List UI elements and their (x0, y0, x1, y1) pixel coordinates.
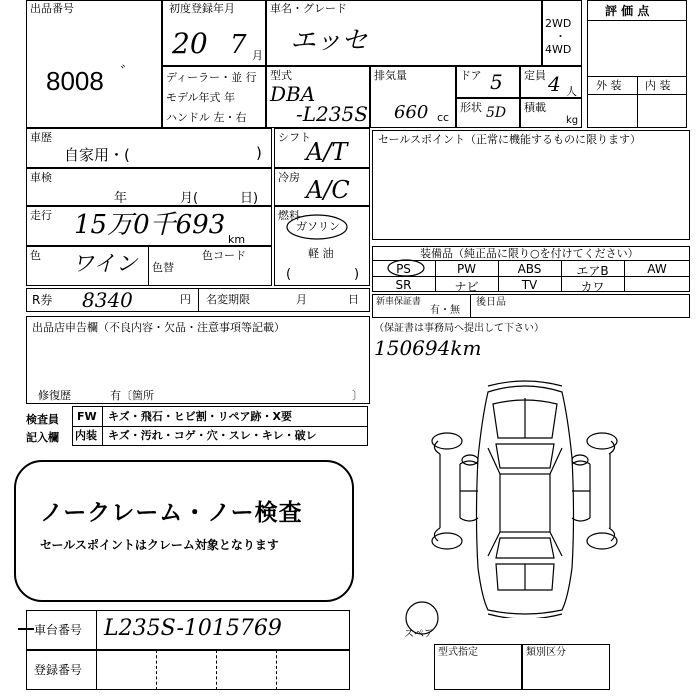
shape-value: 5D (486, 105, 507, 121)
equip-tv: TV (521, 278, 538, 292)
warranty-label: 新車保証書 (376, 297, 422, 307)
first-reg-month: 7 (230, 30, 247, 60)
type-value-2: -L235S (296, 102, 368, 126)
type-designation-label: 型式指定 (438, 647, 478, 658)
warranty-handwritten: 150694km (374, 336, 482, 360)
model-year-label: モデル年式 年 (166, 91, 235, 104)
inspector-in-items: キズ・汚れ・コゲ・穴・スレ・キレ・破レ (108, 429, 317, 442)
history-label: 車歴 (30, 131, 52, 144)
equipment-label: 装備品（純正品に限り○を付けてください） (420, 247, 639, 260)
inspector-label-2: 記入欄 (26, 431, 59, 444)
type-label: 型式 (270, 69, 292, 82)
no-claim-title: ノークレーム・ノー検査 (40, 500, 303, 526)
declaration-label: 出品店申告欄（不良内容・欠品・注意事項等記載） (32, 321, 285, 334)
chassis-value: L235S-1015769 (104, 616, 282, 641)
recycle-yen: 円 (180, 293, 191, 306)
fuel-light-oil: 軽 油 (308, 247, 334, 260)
equip-sr: SR (395, 278, 412, 292)
door-label: ドア (460, 69, 482, 82)
warranty-options: 有・無 (430, 305, 460, 316)
sales-points-label: セールスポイント（正常に機能するものに限ります） (378, 133, 642, 146)
mileage-label: 走行 (30, 209, 52, 222)
drive-2wd: 2WD (545, 17, 572, 30)
equip-abs: ABS (517, 262, 542, 276)
first-reg-year: 20 (172, 27, 208, 60)
drive-4wd: 4WD (545, 43, 572, 56)
interior-label: 内 装 (645, 79, 671, 92)
first-reg-month-unit: 月 (252, 49, 263, 62)
inspector-fw: FW (77, 410, 97, 423)
equip-pw: PW (456, 262, 477, 276)
repair-bracket-close: 〕 (352, 389, 363, 402)
no-claim-subtitle: セールスポイントはクレーム対象となります (40, 538, 279, 552)
inspection-year: 年 (114, 191, 128, 206)
recycle-label: R券 (32, 293, 53, 307)
repair-value: 有〔箇所 (110, 389, 154, 402)
aircon-label: 冷房 (278, 171, 300, 184)
registration-label: 登録番号 (34, 663, 83, 677)
fuel-gasoline: ガソリン (296, 220, 340, 233)
spare-label: スペア (404, 629, 434, 640)
type-value-1: DBA (270, 82, 316, 106)
door-value: 5 (490, 70, 503, 94)
first-reg-label: 初度登録年月 (169, 2, 235, 15)
lot-mark: ゛ (120, 63, 137, 82)
fuel-paren-close: ) (354, 267, 360, 282)
inspection-label: 車検 (30, 171, 52, 184)
load-unit: kg (566, 115, 579, 126)
warranty-note: （保証書は事務局へ提出して下さい） (374, 323, 544, 334)
mileage-unit: km (228, 233, 246, 246)
history-close: ) (256, 144, 262, 162)
drive-dot: ・ (555, 30, 566, 43)
fuel-label: 燃料 (278, 209, 300, 222)
equip-ps: PS (396, 262, 411, 276)
capacity-value: 4 (548, 72, 561, 96)
displacement-value: 660 (394, 102, 429, 123)
repaint-label: 色替 (152, 261, 174, 274)
displacement-label: 排気量 (374, 69, 407, 82)
inspector-fw-items: キズ・飛石・ヒビ割・リペア跡・X要 (108, 410, 293, 423)
equip-airbag: エアB (576, 264, 609, 278)
category-label: 類別区分 (526, 647, 566, 658)
lot-number: 8008 (46, 66, 104, 96)
fuel-paren-open: ( (286, 267, 292, 282)
capacity-unit: 人 (566, 85, 577, 98)
aircon-value: A/C (306, 176, 350, 204)
lot-label: 出品番号 (30, 2, 74, 15)
load-label: 積載 (524, 101, 546, 114)
inspection-box (26, 168, 272, 206)
color-label: 色 (30, 249, 41, 262)
car-damage-diagram-icon (400, 378, 640, 618)
equip-aw: AW (647, 262, 667, 276)
name-change-label: 名変期限 (206, 293, 250, 306)
displacement-unit: cc (437, 111, 450, 124)
inspector-label-1: 検査員 (26, 413, 59, 426)
color-code-label: 色コード (202, 249, 246, 262)
color-value: ワイン (72, 252, 138, 277)
inspector-in: 内装 (75, 429, 97, 442)
exterior-label: 外 装 (596, 79, 622, 92)
mileage-value: 15万0千693 (74, 210, 226, 240)
capacity-label: 定員 (524, 69, 546, 82)
equip-navi: ナビ (454, 280, 479, 294)
history-value: 自家用・( (64, 146, 130, 164)
chassis-label: 車台番号 (34, 623, 83, 637)
name-change-month: 月 (296, 293, 307, 306)
repair-label: 修復歴 (38, 389, 71, 402)
warranty-date-label: 後日品 (476, 297, 506, 308)
equip-leather: カワ (580, 280, 605, 294)
inspection-day: 日) (240, 191, 259, 206)
handle-label: ハンドル 左・右 (166, 111, 247, 124)
lot-box (26, 0, 162, 128)
name-change-day: 日 (348, 293, 359, 306)
history-box (26, 128, 272, 168)
ps-circle (386, 258, 426, 278)
shift-label: シフト (278, 131, 311, 144)
inspection-month: 月( (180, 191, 199, 206)
shift-value: A/T (306, 138, 348, 166)
eval-label: 評 価 点 (605, 4, 650, 18)
name-value: エッセ (290, 26, 368, 56)
sales-points-box (372, 130, 690, 240)
name-label: 車名・グレード (270, 2, 347, 15)
dealer-label: ディーラー・並 行 (166, 71, 257, 84)
shape-label: 形状 (460, 101, 482, 114)
no-claim-box (14, 460, 354, 602)
recycle-value: 8340 (82, 288, 133, 312)
